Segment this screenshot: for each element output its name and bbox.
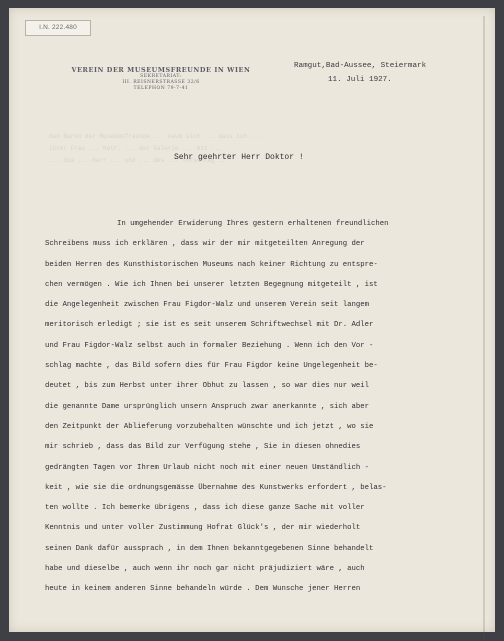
body-line: und Frau Figdor-Walz selbst auch in formaler Beziehung . Wenn ich den Vor -	[45, 341, 374, 350]
body-line: In umgehender Erwiderung Ihres gestern erhaltenen freundlichen	[117, 220, 389, 228]
body-line: die genannte Dame ursprünglich unsern Anspruch zwar anerkannte , sich aber	[45, 402, 370, 411]
body-line: chen vermögen . Wie ich Ihnen bei unserer letzten Begegnung mitgeteilt , ist	[45, 280, 378, 289]
body-line: heute in keinem anderen Sinne behandeln würde . Dem Wunsche jener Herren	[45, 585, 361, 594]
body-line: seinen Dank dafür aussprach , in dem Ihnen bekanntgegebenen Sinne behandelt	[45, 544, 374, 553]
letterhead-line: III. REISNERSTRASSE 32/6	[122, 80, 200, 85]
body-line: habe und dieselbe , auch wenn ihr noch gar nicht präjudiziert wäre , auch	[45, 565, 365, 574]
letterhead-title: VEREIN DER MUSEUMSFREUNDE IN WIEN	[71, 66, 251, 74]
body-line: den Zeitpunkt der Ablieferung vorzubehalten wünschte und ich jetzt , wo sie	[45, 422, 374, 431]
letter-body	[45, 214, 485, 600]
body-line: keit , wie sie die ordnungsgemässe Übernahme des Kunstwerks erfordert , belas-	[45, 483, 387, 492]
bleed-line: ihrer Frau ... betr. ... der Galerie ... mit ...	[49, 145, 222, 152]
bleed-line: ... die ... Herr ... und ... des ... Vorschlag ...	[49, 157, 230, 164]
body-line: Kenntnis und unter voller Zustimmung Hofrat Glück's , der mir wiederholt	[45, 524, 361, 533]
place-line: Ramgut,Bad-Aussee, Steiermark	[294, 62, 427, 70]
salutation: Sehr geehrter Herr Doktor !	[174, 153, 304, 162]
place-date-block	[294, 62, 499, 84]
archive-stamp: I.N. 222.480	[25, 20, 91, 36]
body-line: Schreibens muss ich erklären , dass wir der mir mitgeteilten Anregung der	[45, 240, 365, 249]
body-line: beiden Herren des Kunsthistorischen Museums nach keiner Richtung zu entspre-	[45, 260, 378, 269]
body-line: meritorisch erledigt ; sie ist es seit unserem Schriftwechsel mit Dr. Adler	[45, 321, 374, 330]
bleed-line: den Baron der Museumsfreunde ... kaum sich ... dass ich ...	[49, 133, 262, 140]
body-line: ten wollte . Ich bemerke übrigens , dass ich diese ganze Sache mit voller	[45, 504, 365, 513]
body-line: deutet , bis zum Herbst unter ihrer Obhut zu lassen , so war dies nur weil	[45, 382, 370, 391]
body-line: mir schrieb , dass das Bild zur Verfügung stehe , Sie in diesen ohnedies	[45, 443, 361, 452]
body-line: die Angelegenheit zwischen Frau Figdor-Walz und unserem Verein seit langem	[45, 301, 370, 310]
letterhead	[43, 66, 279, 92]
letter-page	[9, 8, 495, 632]
body-line: schlag machte , das Bild sofern dies für Frau Figdor keine Ungelegenheit be-	[45, 362, 378, 371]
letterhead-line: TELEPHON 79-7-41	[133, 86, 189, 91]
body-line: gedrängten Tagen vor Ihrem Urlaub nicht noch mit einer neuen Umständlich -	[45, 463, 370, 472]
date-line: 11. Juli 1927.	[328, 76, 392, 84]
letterhead-line: SEKRETARIAT:	[140, 74, 182, 79]
page-edge-shadow	[483, 16, 485, 640]
